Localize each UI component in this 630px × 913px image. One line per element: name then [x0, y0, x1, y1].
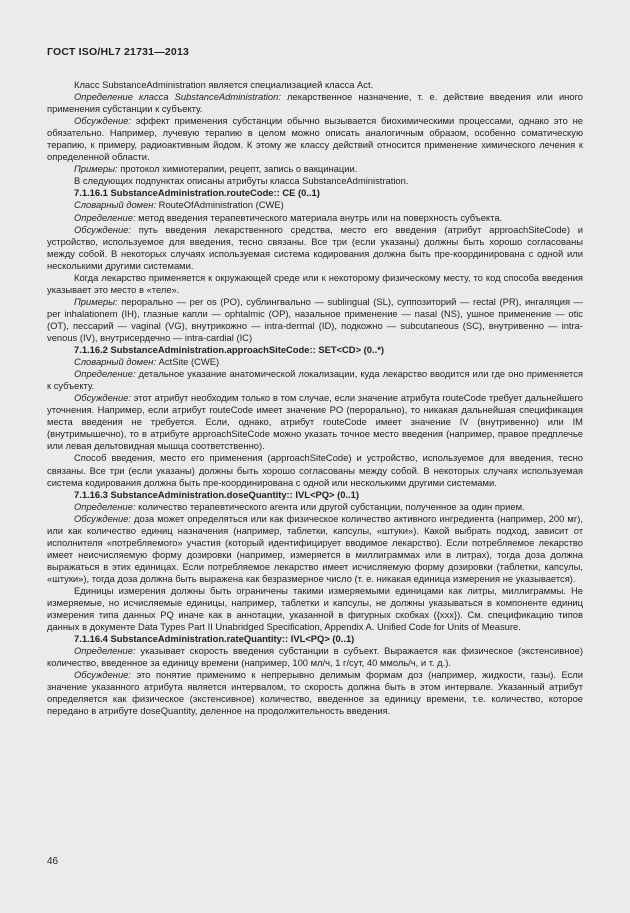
- paragraph-label: Примеры:: [74, 163, 118, 175]
- paragraph-text: 7.1.16.1 SubstanceAdministration.routeCode:: CE (0..1): [74, 187, 320, 199]
- paragraph-text: лекарственное назначение, т. е. действие введения или иного применения субстанции к субъекту.: [47, 91, 583, 115]
- paragraph-text: В следующих подпунктах описаны атрибуты класса SubstanceAdministration.: [74, 175, 409, 187]
- paragraph: [47, 224, 583, 272]
- section-heading: [47, 633, 583, 645]
- paragraph-text: ActSite (CWE): [156, 356, 220, 368]
- paragraph-text: RouteOfAdministration (CWE): [156, 199, 284, 211]
- paragraph-text: Класс SubstanceAdministration является специализацией класса Act.: [74, 79, 374, 90]
- paragraph: [47, 272, 583, 296]
- paragraph-label: Обсуждение:: [74, 669, 131, 681]
- paragraph-label: Определение:: [74, 500, 136, 512]
- standard-header: ГОСТ ISO/HL7 21731—2013: [47, 46, 190, 58]
- paragraph-text: указывает скорость введения субстанции в субъект. Выражается как физическое (экстенсивное) количество, введенное за единицу времени (например, 100 мл/ч, 1 г/сут, 40 ммоль/ч, и т. д.).: [47, 645, 583, 669]
- document-body: [47, 79, 583, 717]
- paragraph: [47, 368, 583, 392]
- page-number: 46: [47, 856, 59, 867]
- paragraph: [47, 199, 583, 211]
- paragraph-text: 7.1.16.2 SubstanceAdministration.approachSiteCode:: SET<CD> (0..*): [74, 344, 384, 356]
- paragraph-text: доза может определяться или как физическое количество активного ингредиента (например, 200 мг), или как количество единиц назначения (например, таблетки, капсулы, «штуки»). Какой выбрать подход, зависит от исполнителя «потребляемого» участия (который идентифицирует вводимое лекарство). Если потребляемое лекарство имеет неисчисляемую форму дозировки (например, измеряется в миллиграммах или в литрах), тогда доза должна выражаться в этих единицах. Если потребляемое лекарство имеет исчисляемую форму дозировки (таблетки, капсулы, «штуки»), тогда доза должна быть выражена как безразмерное число (т. е. никакая единица измерения не указывается).: [47, 512, 583, 584]
- section-heading: [47, 489, 583, 501]
- paragraph-label: Определение класса SubstanceAdministration:: [74, 91, 281, 103]
- paragraph-text: 7.1.16.4 SubstanceAdministration.rateQuantity:: IVL<PQ> (0..1): [74, 633, 355, 645]
- paragraph-label: Словарный домен:: [74, 199, 157, 211]
- paragraph-label: Определение:: [74, 211, 136, 223]
- paragraph: [47, 163, 583, 175]
- paragraph: [47, 356, 583, 368]
- paragraph-label: Обсуждение:: [74, 223, 131, 235]
- section-heading: [47, 187, 583, 199]
- paragraph: [47, 669, 583, 717]
- paragraph: [47, 501, 583, 513]
- paragraph-text: количество терапевтического агента или другой субстанции, полученное за один прием.: [135, 500, 525, 512]
- paragraph-text: 7.1.16.3 SubstanceAdministration.doseQuantity:: IVL<PQ> (0..1): [74, 488, 359, 500]
- paragraph-text: Способ введения, место его применения (approachSiteCode) и устройство, используемое для введения, тесно связаны. Все три (если указаны) должны быть хорошо согласованы между собой. В некоторых случаях используемая система кодирования должна быть пре-координирована с одной или несколькими другими системами.: [47, 452, 583, 488]
- paragraph-label: Обсуждение:: [74, 392, 131, 404]
- paragraph-label: Примеры:: [74, 295, 118, 307]
- paragraph: [47, 585, 583, 633]
- paragraph: [47, 91, 583, 115]
- paragraph-text: это понятие применимо к непрерывно делимым формам доз (например, жидкости, газы). Если значение указанного атрибута является интервалом, то скорость должна быть в этом интервале. Указанный атрибут определяется как физическое (экстенсивное) количество, введенное за единицу времени, т.е. количество, которое передано в атрибуте doseQuantity, деленное на продолжительность введения.: [47, 669, 583, 717]
- paragraph-label: Словарный домен:: [74, 356, 157, 368]
- paragraph: [47, 513, 583, 585]
- paragraph-text: Единицы измерения должны быть ограничены такими измеряемыми единицами как литры, миллиграммы. Не измеряемые, но исчисляемые единицы, например, таблетки и капсулы, не должны указываться в компоненте единиц измерения типа данных PQ иначе как в аннотации, указанной в фигурных скобках ({xxx}). См. спецификацию типов данных в документе Data Types Part II Unabridged Specification, Appendix A. Unified Code for Units of Measure.: [47, 584, 583, 633]
- paragraph-text: метод введения терапевтического материала внутрь или на поверхность субъекта.: [135, 211, 503, 223]
- paragraph: [47, 296, 583, 344]
- paragraph-label: Определение:: [74, 645, 136, 657]
- paragraph: [47, 79, 583, 91]
- paragraph-label: Обсуждение:: [74, 512, 131, 524]
- paragraph-text: Когда лекарство применяется к окружающей среде или к некоторому физическому месту, то код способа введения указывает это место в «теле».: [47, 271, 583, 295]
- paragraph: [47, 452, 583, 488]
- paragraph: [47, 392, 583, 452]
- paragraph-label: Обсуждение:: [74, 115, 131, 127]
- paragraph-label: Определение:: [74, 368, 136, 380]
- paragraph-text: путь введения лекарственного средства, место его введения (атрибут approachSiteCode) и устройство, используемое для введения, тесно связаны. Все три (если указаны) должны быть хорошо согласованы между собой. В некоторых случаях используемая система кодирования должна быть пре-координирована с одной или несколькими другими системами.: [47, 223, 583, 271]
- paragraph-text: перорально — per os (PO), сублингвально — sublingual (SL), суппозиторий — rectal (PR), ингаляция — per inhalationem (IH), глазные капли — ophtalmic (OP), назальное применение — nasal (NS), ушное применение — otic (OT), пессарий — vaginal (VG), внутрикожно — intra-dermal (ID), подкожно — subcutaneous (SC), внутривенно — intra-venous (IV), внутрисердечно — intra-cardial (IC): [47, 295, 583, 343]
- paragraph: [47, 115, 583, 163]
- paragraph: [47, 645, 583, 669]
- paragraph-text: этот атрибут необходим только в том случае, если значение атрибута routeCode требует дальнейшего уточнения. Например, если атрибут routeCode имеет значение PO (перорально), то никакая дальнейшая спецификация места введения не требуется. Если, однако, атрибут routeCode имеет значение IV (внутривенно) или IM (внутримышечно), то в атрибуте approachSiteCode можно указать точное место введения (например, правое предплечье или левая дельтовидная мышца соответственно).: [47, 392, 583, 452]
- paragraph-text: протокол химиотерапии, рецепт, запись о вакцинации.: [117, 163, 358, 175]
- paragraph: [47, 212, 583, 224]
- paragraph: [47, 175, 583, 187]
- paragraph-text: детальное указание анатомической локализации, куда лекарство вводится или где оно применяется к субъекту.: [47, 368, 583, 392]
- paragraph-text: эффект применения субстанции обычно вызывается биохимическими процессами, однако это не обязательно. Например, лучевую терапию в целом можно описать аналогичным образом, особенно соматическую терапию, к примеру, радиоактивным йодом. К этому же классу действий относится применение химического лечения к определенной области.: [47, 115, 583, 163]
- section-heading: [47, 344, 583, 356]
